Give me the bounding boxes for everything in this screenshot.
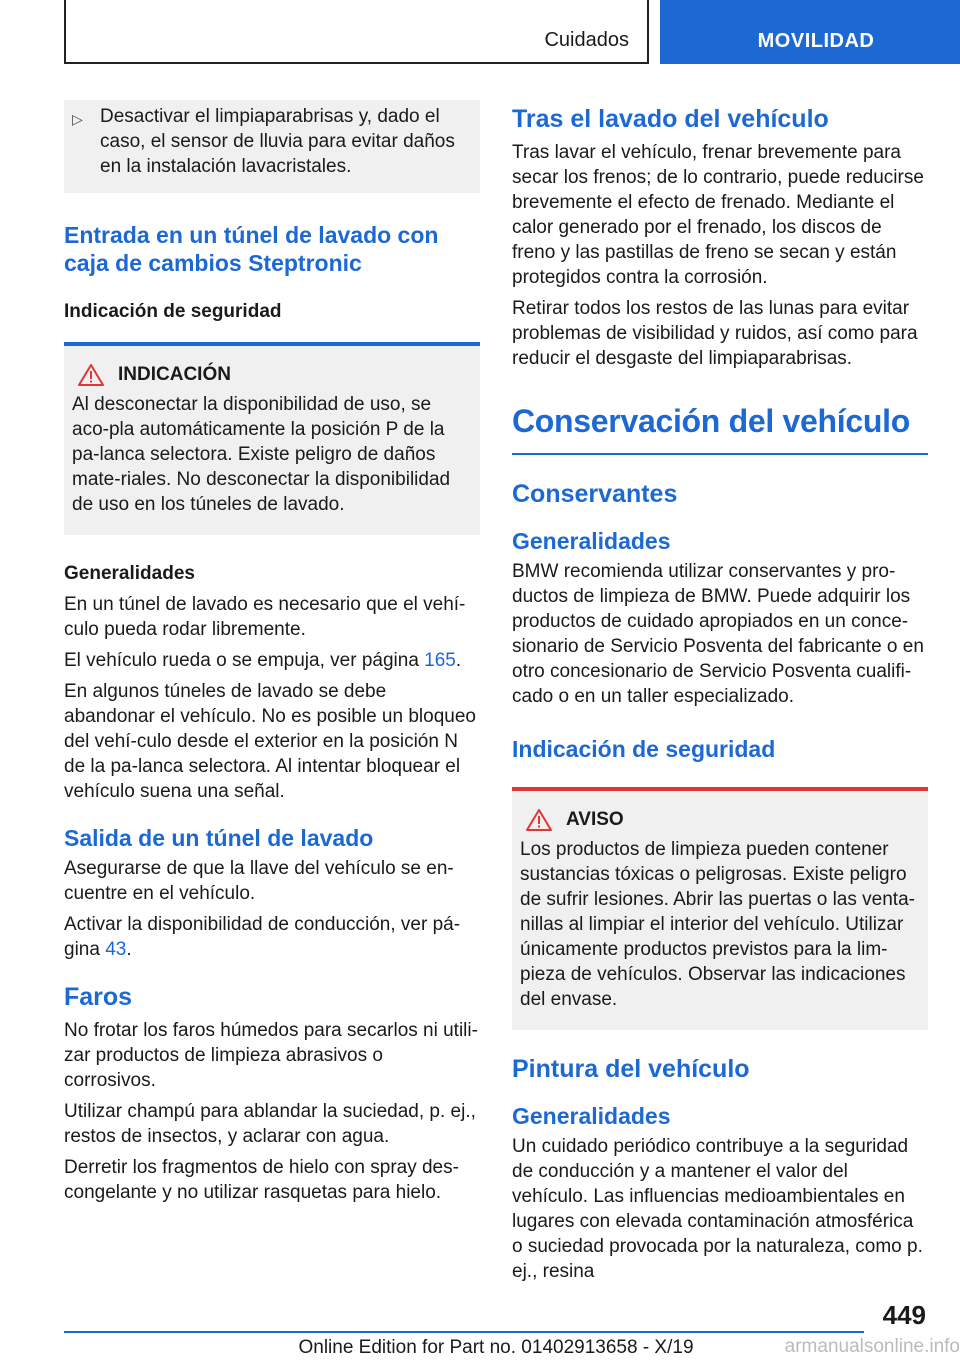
header-section-box <box>64 0 649 64</box>
heading-headlights: Faros <box>64 983 133 1011</box>
heading-car-wash-exit: Salida de un túnel de lavado <box>64 825 374 851</box>
footer-edition: Online Edition for Part no. 01402913658 - X/19 <box>298 1337 694 1358</box>
heading-vehicle-conservation: Conservación del vehículo <box>512 401 928 455</box>
page-link-165[interactable]: 165 <box>424 650 456 671</box>
paragraph-key-in-vehicle: Asegurarse de que la llave del vehículo se en-cuentre en el vehículo. <box>64 858 454 904</box>
heading-general: Generalidades <box>64 563 195 584</box>
step-triangle-icon: ▷ <box>72 111 83 127</box>
heading-car-wash-entry: Entrada en un túnel de lavado con caja de cambios Steptronic <box>64 222 439 276</box>
left-column <box>64 100 480 1211</box>
paragraph-headlights-ice: Derretir los fragmentos de hielo con spray des-congelante y no utilizar rasquetas para hielo. <box>64 1157 459 1203</box>
paragraph-free-rolling: En un túnel de lavado es necesario que el vehí-culo pueda rodar libremente. <box>64 594 466 640</box>
heading-safety-note: Indicación de seguridad <box>64 301 282 322</box>
paragraph-rolling-reference: El vehículo rueda o se empuja, ver página 165. <box>64 650 462 671</box>
heading-safety-right: Indicación de seguridad <box>512 736 776 762</box>
heading-general-preservatives: Generalidades <box>512 528 671 554</box>
warning-title: AVISO <box>566 809 624 830</box>
warning-box <box>512 787 928 1030</box>
paragraph-periodic-care: Un cuidado periódico contribuye a la seguridad de conducción y a mantener el valor del vehículo. Las influencias medioambientales en lugares con elevada contaminación atmosférica o suciedad provocada por la naturaleza, como p. ej., resina <box>512 1136 923 1282</box>
paragraph-headlights-shampoo: Utilizar champú para ablandar la suciedad, p. ej., restos de insectos, y aclarar con agua. <box>64 1101 476 1147</box>
page-number: 449 <box>882 1300 926 1330</box>
footer-divider <box>64 1331 864 1333</box>
paragraph-drive-ready-reference: Activar la disponibilidad de conducción, ver pá-gina 43. <box>64 914 461 960</box>
heading-preservatives: Conservantes <box>512 480 678 508</box>
step-box <box>64 100 480 193</box>
right-column <box>512 100 928 1290</box>
paragraph-leave-vehicle: En algunos túneles de lavado se debe abandonar el vehículo. No es posible un bloqueo del vehí-culo desde el exterior en la posición N de la pa-lanca selectora. Al intentar bloquear el vehículo suena una señal. <box>64 681 476 802</box>
heading-after-wash: Tras el lavado del vehículo <box>512 105 829 133</box>
heading-general-paint: Generalidades <box>512 1103 671 1129</box>
heading-paintwork: Pintura del vehículo <box>512 1055 750 1083</box>
paragraph-bmw-products: BMW recomienda utilizar conservantes y pro-ductos de limpieza de BMW. Puede adquirir los productos de cuidado apropiados en un conce-sionario de Servicio Posventa del fabricante o en otro concesionario de Servicio Posventa cualifi-cado o en un taller especializado. <box>512 561 924 707</box>
page-link-43[interactable]: 43 <box>105 939 127 960</box>
header-chapter-tab[interactable] <box>660 0 960 64</box>
notice-box <box>64 342 480 535</box>
warning-triangle-icon <box>78 364 104 386</box>
notice-text: Al desconectar la disponibilidad de uso, se aco-pla automáticamente la posición P de la pa-lanca selectora. Existe peligro de daños mate-riales. No desconectar la disponibilidad de uso en los túneles de lavado. <box>72 394 451 515</box>
footer-watermark-logo: armanualsonline.info <box>784 1336 960 1357</box>
paragraph-remove-residues: Retirar todos los restos de las lunas para evitar problemas de visibilidad y ruidos, así como para reducir el desgaste del limpiaparabrisas. <box>512 298 918 369</box>
step-text: Desactivar el limpiaparabrisas y, dado el caso, el sensor de lluvia para evitar daños en la instalación lavacristales. <box>100 106 455 177</box>
header-chapter-title: MOVILIDAD <box>757 30 875 52</box>
warning-text: Los productos de limpieza pueden contener sustancias tóxicas o peligrosas. Existe peligro de sufrir lesiones. Abrir las puertas o las venta-nillas al limpiar el interior del vehículo. Utilizar únicamente productos previstos para la lim-pieza de vehículos. Observar las indicaciones del envase. <box>520 839 915 1010</box>
warning-triangle-icon <box>526 809 552 831</box>
paragraph-dry-brakes: Tras lavar el vehículo, frenar brevemente para secar los frenos; de lo contrario, puede reducirse brevemente el efecto de frenado. Mediante el calor generado por el frenado, los discos de freno y las pastillas de freno se secan y están protegidos contra la corrosión. <box>512 142 924 288</box>
paragraph-headlights-no-rub: No frotar los faros húmedos para secarlos ni utili-zar productos de limpieza abrasivos o corrosivos. <box>64 1020 478 1091</box>
header-section-title: Cuidados <box>544 29 629 51</box>
notice-title: INDICACIÓN <box>118 364 231 385</box>
